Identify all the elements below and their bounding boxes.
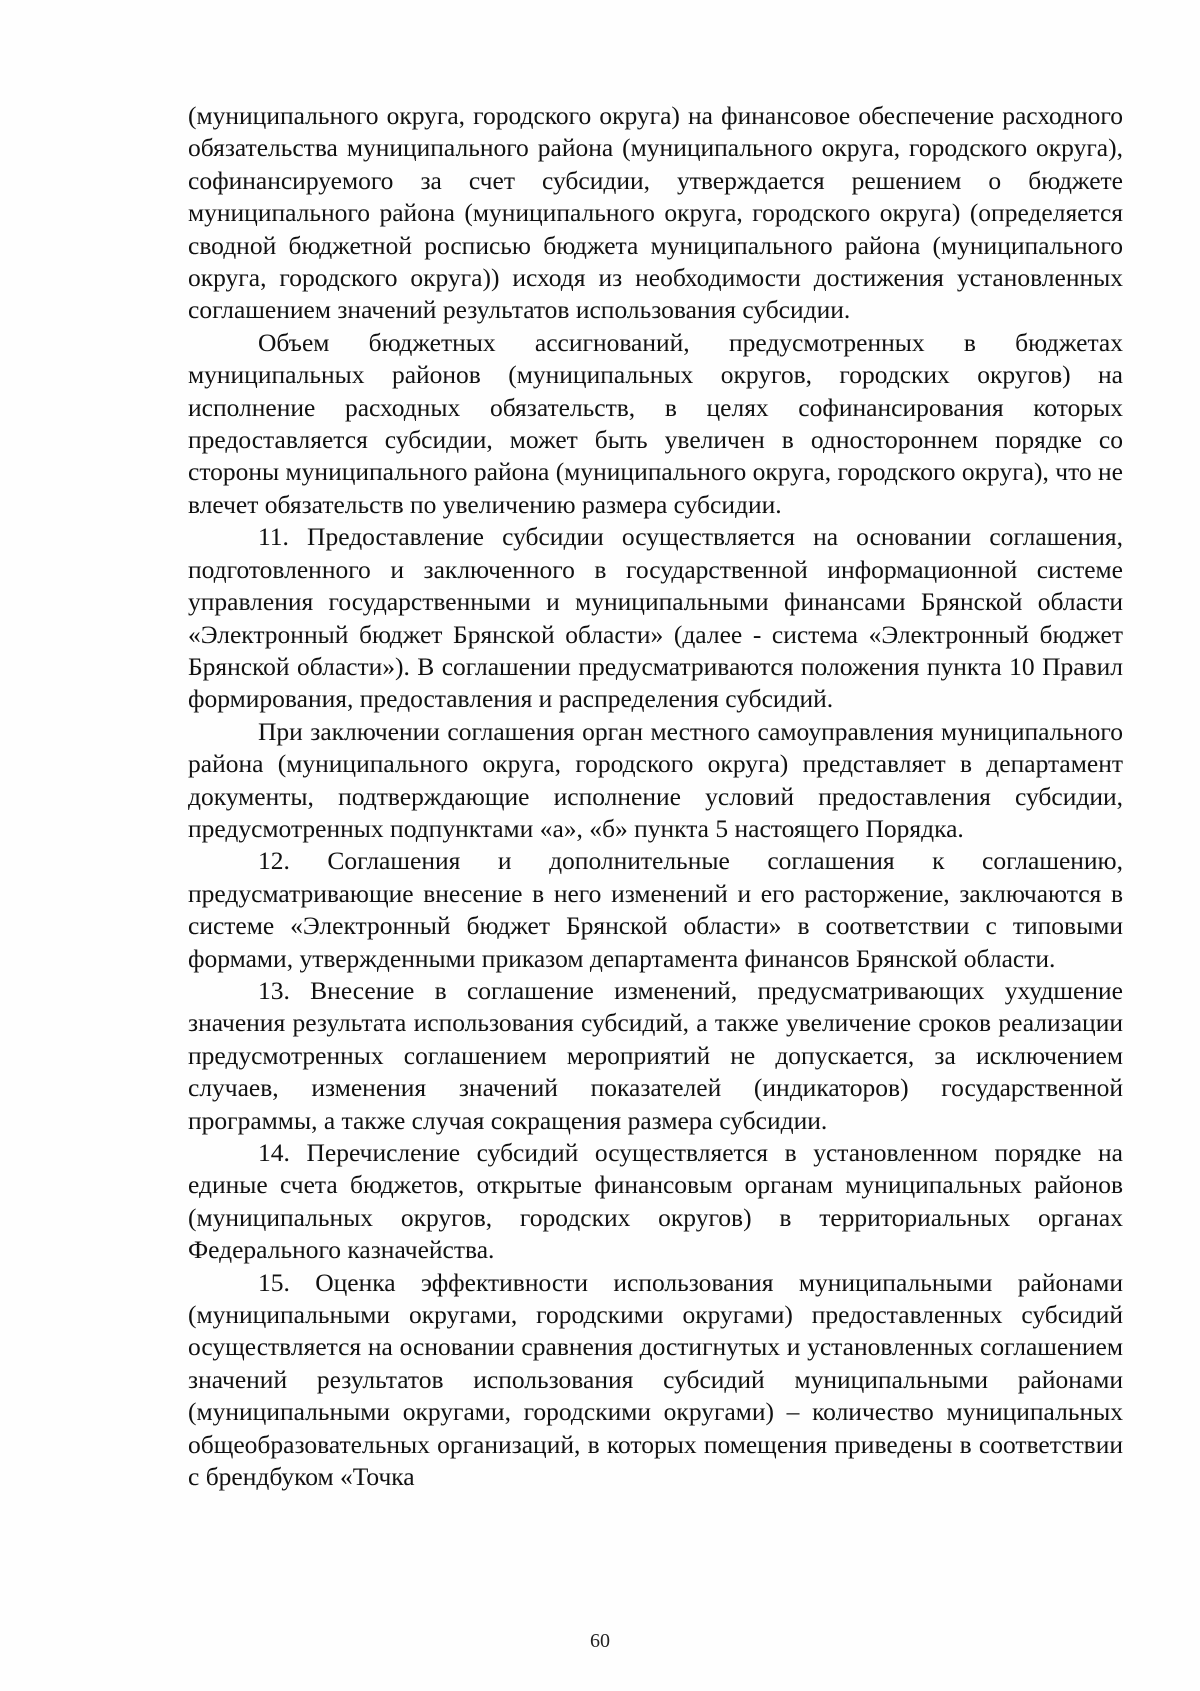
document-body	[188, 100, 1123, 1493]
page-number: 60	[590, 1630, 610, 1652]
paragraph-budget-allocations: Объем бюджетных ассигнований, предусмотренных в бюджетах муниципальных районов (муниципальных округов, городских округов) на исполнение расходных обязательств, в целях софинансирования которых предоставляется субсидии, может быть увеличен в одностороннем порядке со стороны муниципального района (муниципального округа, городского округа), что не влечет обязательств по увеличению размера субсидии.	[188, 327, 1123, 519]
paragraph-item-14: 14. Перечисление субсидий осуществляется в установленном порядке на единые счета бюджетов, открытые финансовым органам муниципальных районов (муниципальных округов, городских округов) в территориальных органах Федерального казначейства.	[188, 1138, 1123, 1265]
paragraph-item-13: 13. Внесение в соглашение изменений, предусматривающих ухудшение значения результата использования субсидий, а также увеличение сроков реализации предусмотренных соглашением мероприятий не допускается, за исключением случаев, изменения значений показателей (индикаторов) государственной программы, а также случая сокращения размера субсидии.	[188, 975, 1123, 1135]
paragraph-item-15: 15. Оценка эффективности использования муниципальными районами (муниципальными округами, городскими округами) предоставленных субсидий осуществляется на основании сравнения достигнутых и установленных соглашением значений результатов использования субсидий муниципальными районами (муниципальными округами, городскими округами) – количество муниципальных общеобразовательных организаций, в которых помещения приведены в соответствии с брендбуком «Точка	[188, 1267, 1123, 1492]
paragraph-item-11: 11. Предоставление субсидии осуществляется на основании соглашения, подготовленного и заключенного в государственной информационной системе управления государственными и муниципальными финансами Брянской области «Электронный бюджет Брянской области» (далее - система «Электронный бюджет Брянской области»). В соглашении предусматриваются положения пункта 10 Правил формирования, предоставления и распределения субсидий.	[188, 522, 1123, 714]
paragraph-continuation: (муниципального округа, городского округа) на финансовое обеспечение расходного обязательства муниципального района (муниципального округа, городского округа), софинансируемого за счет субсидии, утверждается решением о бюджете муниципального района (муниципального округа, городского округа) (определяется сводной бюджетной росписью бюджета муниципального района (муниципального округа, городского округа)) исходя из необходимости достижения установленных соглашением значений результатов использования субсидии.	[188, 101, 1123, 325]
paragraph-agreement-documents: При заключении соглашения орган местного самоуправления муниципального района (муниципального округа, городского округа) представляет в департамент документы, подтверждающие исполнение условий предоставления субсидии, предусмотренных подпунктами «а», «б» пункта 5 настоящего Порядка.	[188, 716, 1123, 843]
paragraph-item-12: 12. Соглашения и дополнительные соглашения к соглашению, предусматривающие внесение в него изменений и его расторжение, заключаются в системе «Электронный бюджет Брянской области» в соответствии с типовыми формами, утвержденными приказом департамента финансов Брянской области.	[188, 846, 1123, 973]
